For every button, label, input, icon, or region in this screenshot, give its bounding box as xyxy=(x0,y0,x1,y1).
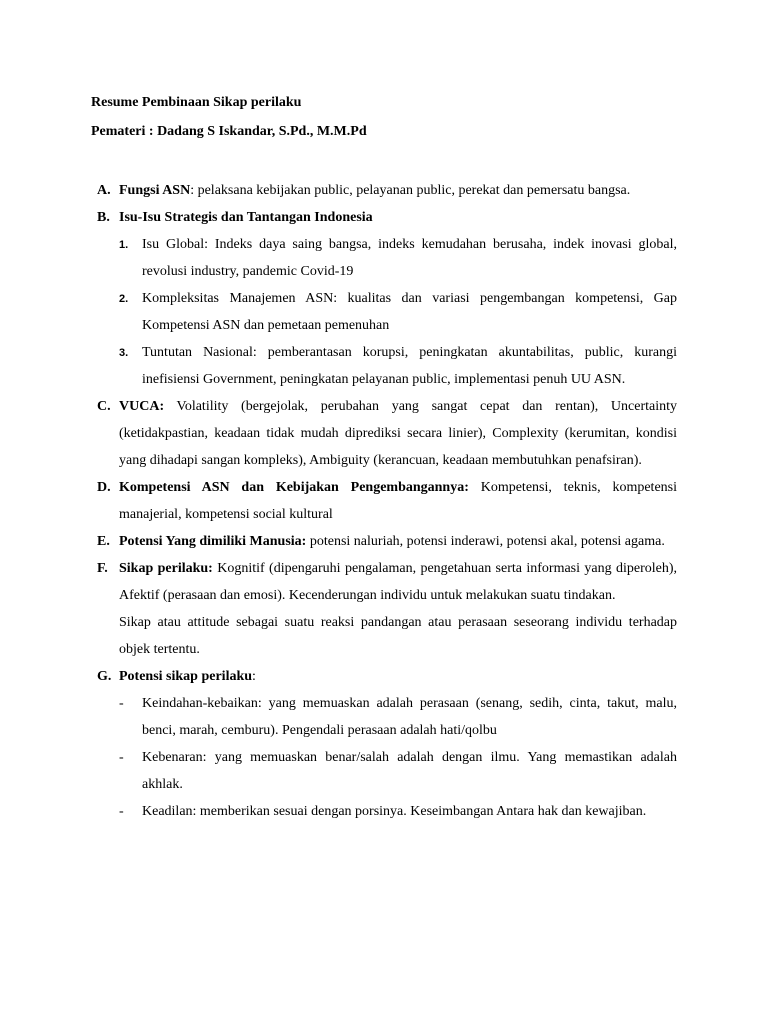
bullet-dash: - xyxy=(119,804,124,819)
list-number: 3. xyxy=(119,347,129,359)
section-suffix: : xyxy=(252,669,256,684)
section-heading: Fungsi ASN xyxy=(119,183,191,198)
section-heading: Sikap perilaku: xyxy=(119,561,213,576)
list-number: 1. xyxy=(119,239,129,251)
section-letter: E. xyxy=(97,534,110,549)
list-item xyxy=(91,285,677,339)
list-item-text: Kompleksitas Manajemen ASN: kualitas dan variasi pengembangan kompetensi, Gap Kompetensi ASN dan pemetaan pemenuhan xyxy=(142,291,677,333)
list-item-text: Tuntutan Nasional: pemberantasan korupsi, peningkatan akuntabilitas, public, kurangi inefisiensi Government, peningkatan pelayanan public, implementasi penuh UU ASN. xyxy=(142,345,677,387)
section-g xyxy=(91,663,677,690)
bullet-dash: - xyxy=(119,750,124,765)
section-heading: Isu-Isu Strategis dan Tantangan Indonesia xyxy=(119,210,373,225)
section-d xyxy=(91,474,677,528)
section-text: potensi naluriah, potensi inderawi, potensi akal, potensi agama. xyxy=(306,534,665,549)
list-number: 2. xyxy=(119,293,129,305)
list-item xyxy=(91,339,677,393)
section-letter: D. xyxy=(97,480,111,495)
section-e xyxy=(91,528,677,555)
list-item xyxy=(91,690,677,744)
list-item xyxy=(91,231,677,285)
section-f xyxy=(91,555,677,609)
document-body xyxy=(91,177,677,825)
section-text: Kompetensi, teknis, kompetensi manajerial, kompetensi social kultural xyxy=(119,480,677,522)
section-text: Kognitif (dipengaruhi pengalaman, pengetahuan serta informasi yang diperoleh), Afektif (perasaan dan emosi). Kecenderungan individu untuk melakukan suatu tindakan. xyxy=(119,561,677,603)
section-letter: A. xyxy=(97,183,111,198)
section-b xyxy=(91,204,677,231)
section-c xyxy=(91,393,677,474)
list-item xyxy=(91,744,677,798)
section-a xyxy=(91,177,677,204)
section-letter: C. xyxy=(97,399,111,414)
section-text: Volatility (bergejolak, perubahan yang sangat cepat dan rentan), Uncertainty (ketidakpastian, keadaan tidak mudah diprediksi secara linier), Complexity (kerumitan, kondisi yang dihadapi sangan kompleks), Ambiguity (kerancuan, keadaan membutuhkan penafsiran). xyxy=(119,399,677,468)
section-letter: F. xyxy=(97,561,108,576)
list-item-text: Isu Global: Indeks daya saing bangsa, indeks kemudahan berusaha, indek inovasi global, revolusi industry, pandemic Covid-19 xyxy=(142,237,677,279)
document-title: Resume Pembinaan Sikap perilaku xyxy=(91,95,302,110)
list-item-text: Kebenaran: yang memuaskan benar/salah adalah dengan ilmu. Yang memastikan adalah akhlak. xyxy=(142,750,677,792)
section-letter: B. xyxy=(97,210,110,225)
list-item-text: Keindahan-kebaikan: yang memuaskan adalah perasaan (senang, sedih, cinta, takut, malu, benci, marah, cemburu). Pengendali perasaan adalah hati/qolbu xyxy=(142,696,677,738)
section-heading: Kompetensi ASN dan Kebijakan Pengembangannya: xyxy=(119,480,469,495)
section-text: : pelaksana kebijakan public, pelayanan public, perekat dan pemersatu bangsa. xyxy=(190,183,631,198)
list-item-text: Keadilan: memberikan sesuai dengan porsinya. Keseimbangan Antara hak dan kewajiban. xyxy=(142,804,647,819)
section-heading: Potensi sikap perilaku xyxy=(119,669,253,684)
bullet-dash: - xyxy=(119,696,124,711)
section-heading: Potensi Yang dimiliki Manusia: xyxy=(119,534,307,549)
list-item xyxy=(91,798,677,825)
section-letter: G. xyxy=(97,669,112,684)
section-heading: VUCA: xyxy=(119,399,165,414)
speaker-line: Pemateri : Dadang S Iskandar, S.Pd., M.M.Pd xyxy=(91,124,367,139)
section-paragraph: Sikap atau attitude sebagai suatu reaksi pandangan atau perasaan seseorang individu terhadap objek tertentu. xyxy=(119,615,677,657)
